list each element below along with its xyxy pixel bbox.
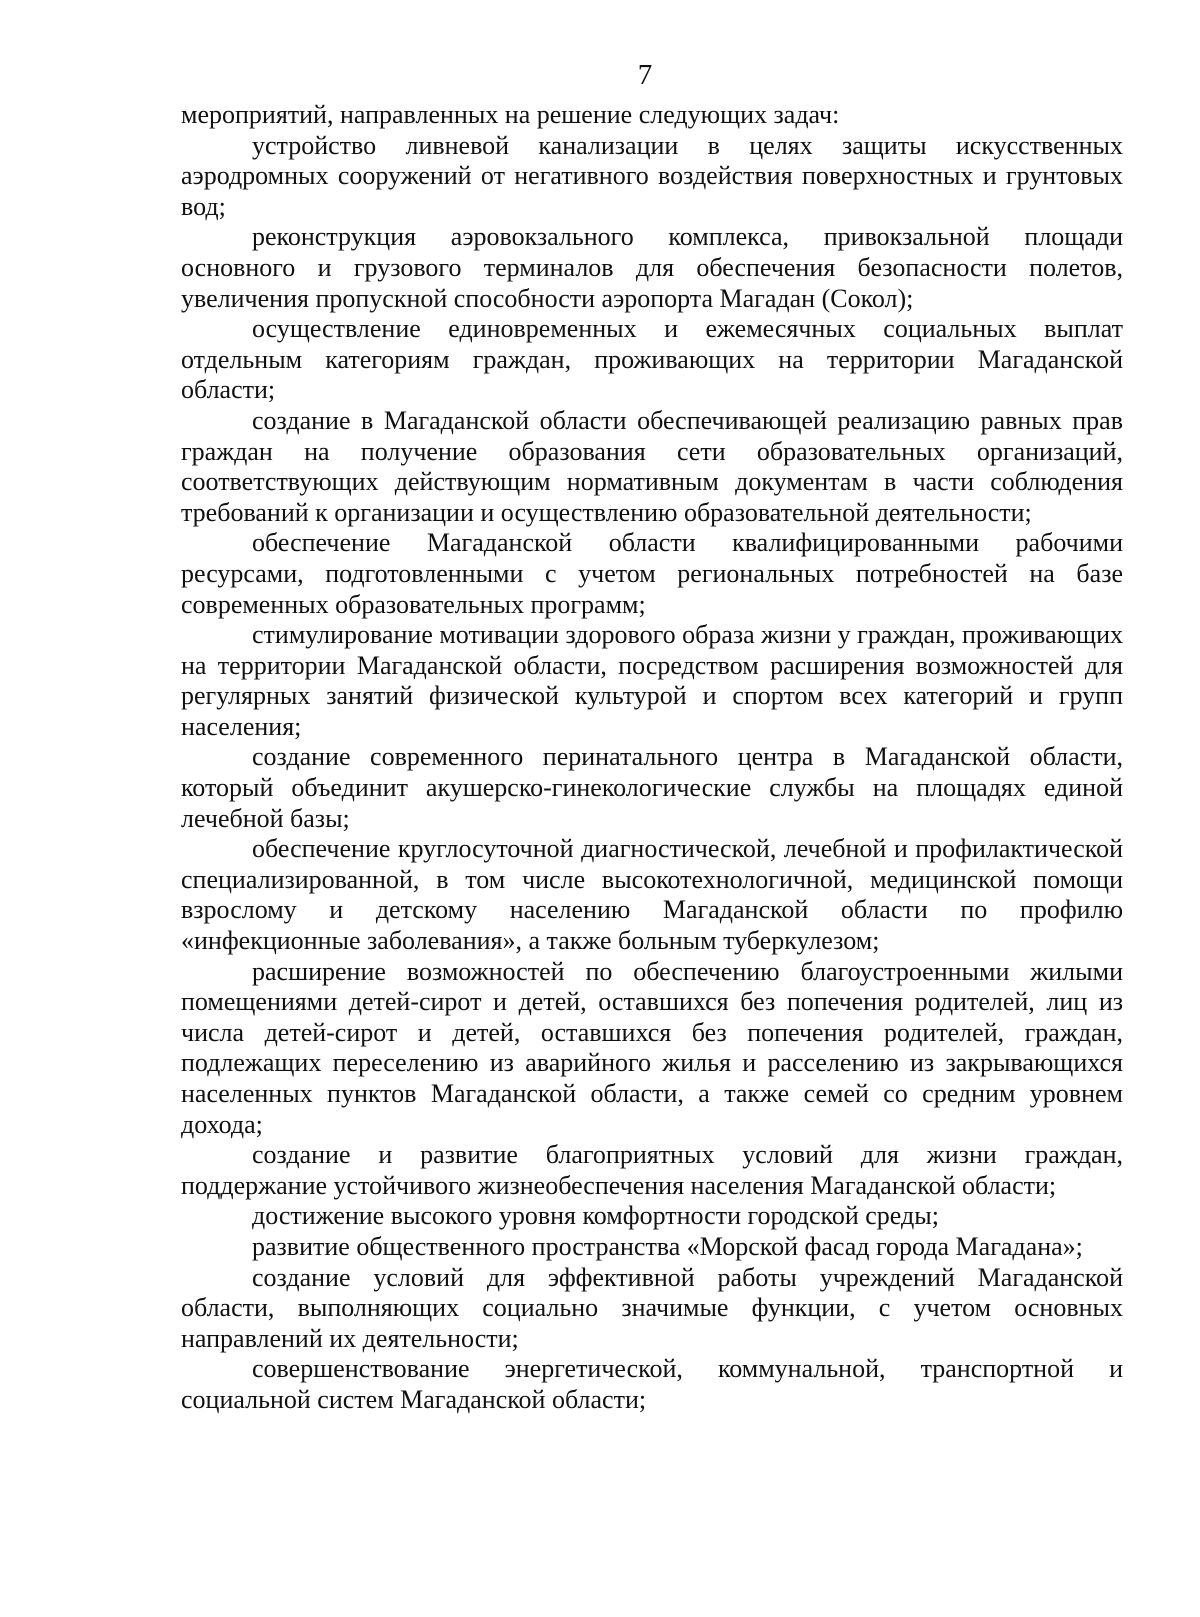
paragraph-airport-reconstruction: реконструкция аэровокзального комплекса, привокзальной площади основного и грузового терминалов для обеспечения безопасности полетов, увеличения пропускной способности аэропорта Магадан (Сокол); <box>181 222 1123 313</box>
paragraph-intro: мероприятий, направленных на решение следующих задач: <box>181 100 840 129</box>
document-body <box>181 100 1123 1416</box>
paragraph-healthy-lifestyle: стимулирование мотивации здорового образа жизни у граждан, проживающих на территории Магаданской области, посредством расширения возможностей для регулярных занятий физической культурой и спортом всех категорий и групп населения; <box>181 620 1123 741</box>
paragraph-medical-care: обеспечение круглосуточной диагностической, лечебной и профилактической специализированной, в том числе высокотехнологичной, медицинской помощи взрослому и детскому населению Магаданской области по профилю «инфекционные заболевания», а также больным туберкулезом; <box>181 834 1123 956</box>
paragraph-sea-facade: развитие общественного пространства «Морской фасад города Магадана»; <box>252 1231 1083 1261</box>
paragraph-social-payments: осуществление единовременных и ежемесячных социальных выплат отдельным категориям граждан, проживающих на территории Магаданской области; <box>181 314 1123 405</box>
paragraph-infrastructure: совершенствование энергетической, коммунальной, транспортной и социальной систем Магаданской области; <box>181 1354 1123 1414</box>
paragraph-institutions: создание условий для эффективной работы учреждений Магаданской области, выполняющих социально значимые функции, с учетом основных направлений их деятельности; <box>181 1262 1123 1353</box>
page-number: 7 <box>637 59 653 91</box>
paragraph-workforce: обеспечение Магаданской области квалифицированными рабочими ресурсами, подготовленными с учетом региональных потребностей на базе современных образовательных программ; <box>181 528 1123 619</box>
paragraph-stormwater-drainage: устройство ливневой канализации в целях защиты искусственных аэродромных сооружений от негативного воздействия поверхностных и грунтовых вод; <box>181 130 1123 221</box>
paragraph-living-conditions: создание и развитие благоприятных условий для жизни граждан, поддержание устойчивого жизнеобеспечения населения Магаданской области; <box>181 1140 1123 1200</box>
paragraph-urban-comfort: достижение высокого уровня комфортности городской среды; <box>252 1201 939 1231</box>
paragraph-education-network: создание в Магаданской области обеспечивающей реализацию равных прав граждан на получение образования сети образовательных организаций, соответствующих действующим нормативным документам в части соблюдения требований к организации и осуществлению образовательной деятельности; <box>181 405 1123 527</box>
paragraph-perinatal-center: создание современного перинатального центра в Магаданской области, который объединит акушерско-гинекологические службы на площадях единой лечебной базы; <box>181 742 1123 833</box>
paragraph-housing: расширение возможностей по обеспечению благоустроенными жилыми помещениями детей-сирот и детей, оставшихся без попечения родителей, лиц из числа детей-сирот и детей, оставшихся без попечения родителей, граждан, подлежащих переселению из аварийного жилья и расселению из закрывающихся населенных пунктов Магаданской области, а также семей со средним уровнем дохода; <box>181 956 1123 1139</box>
